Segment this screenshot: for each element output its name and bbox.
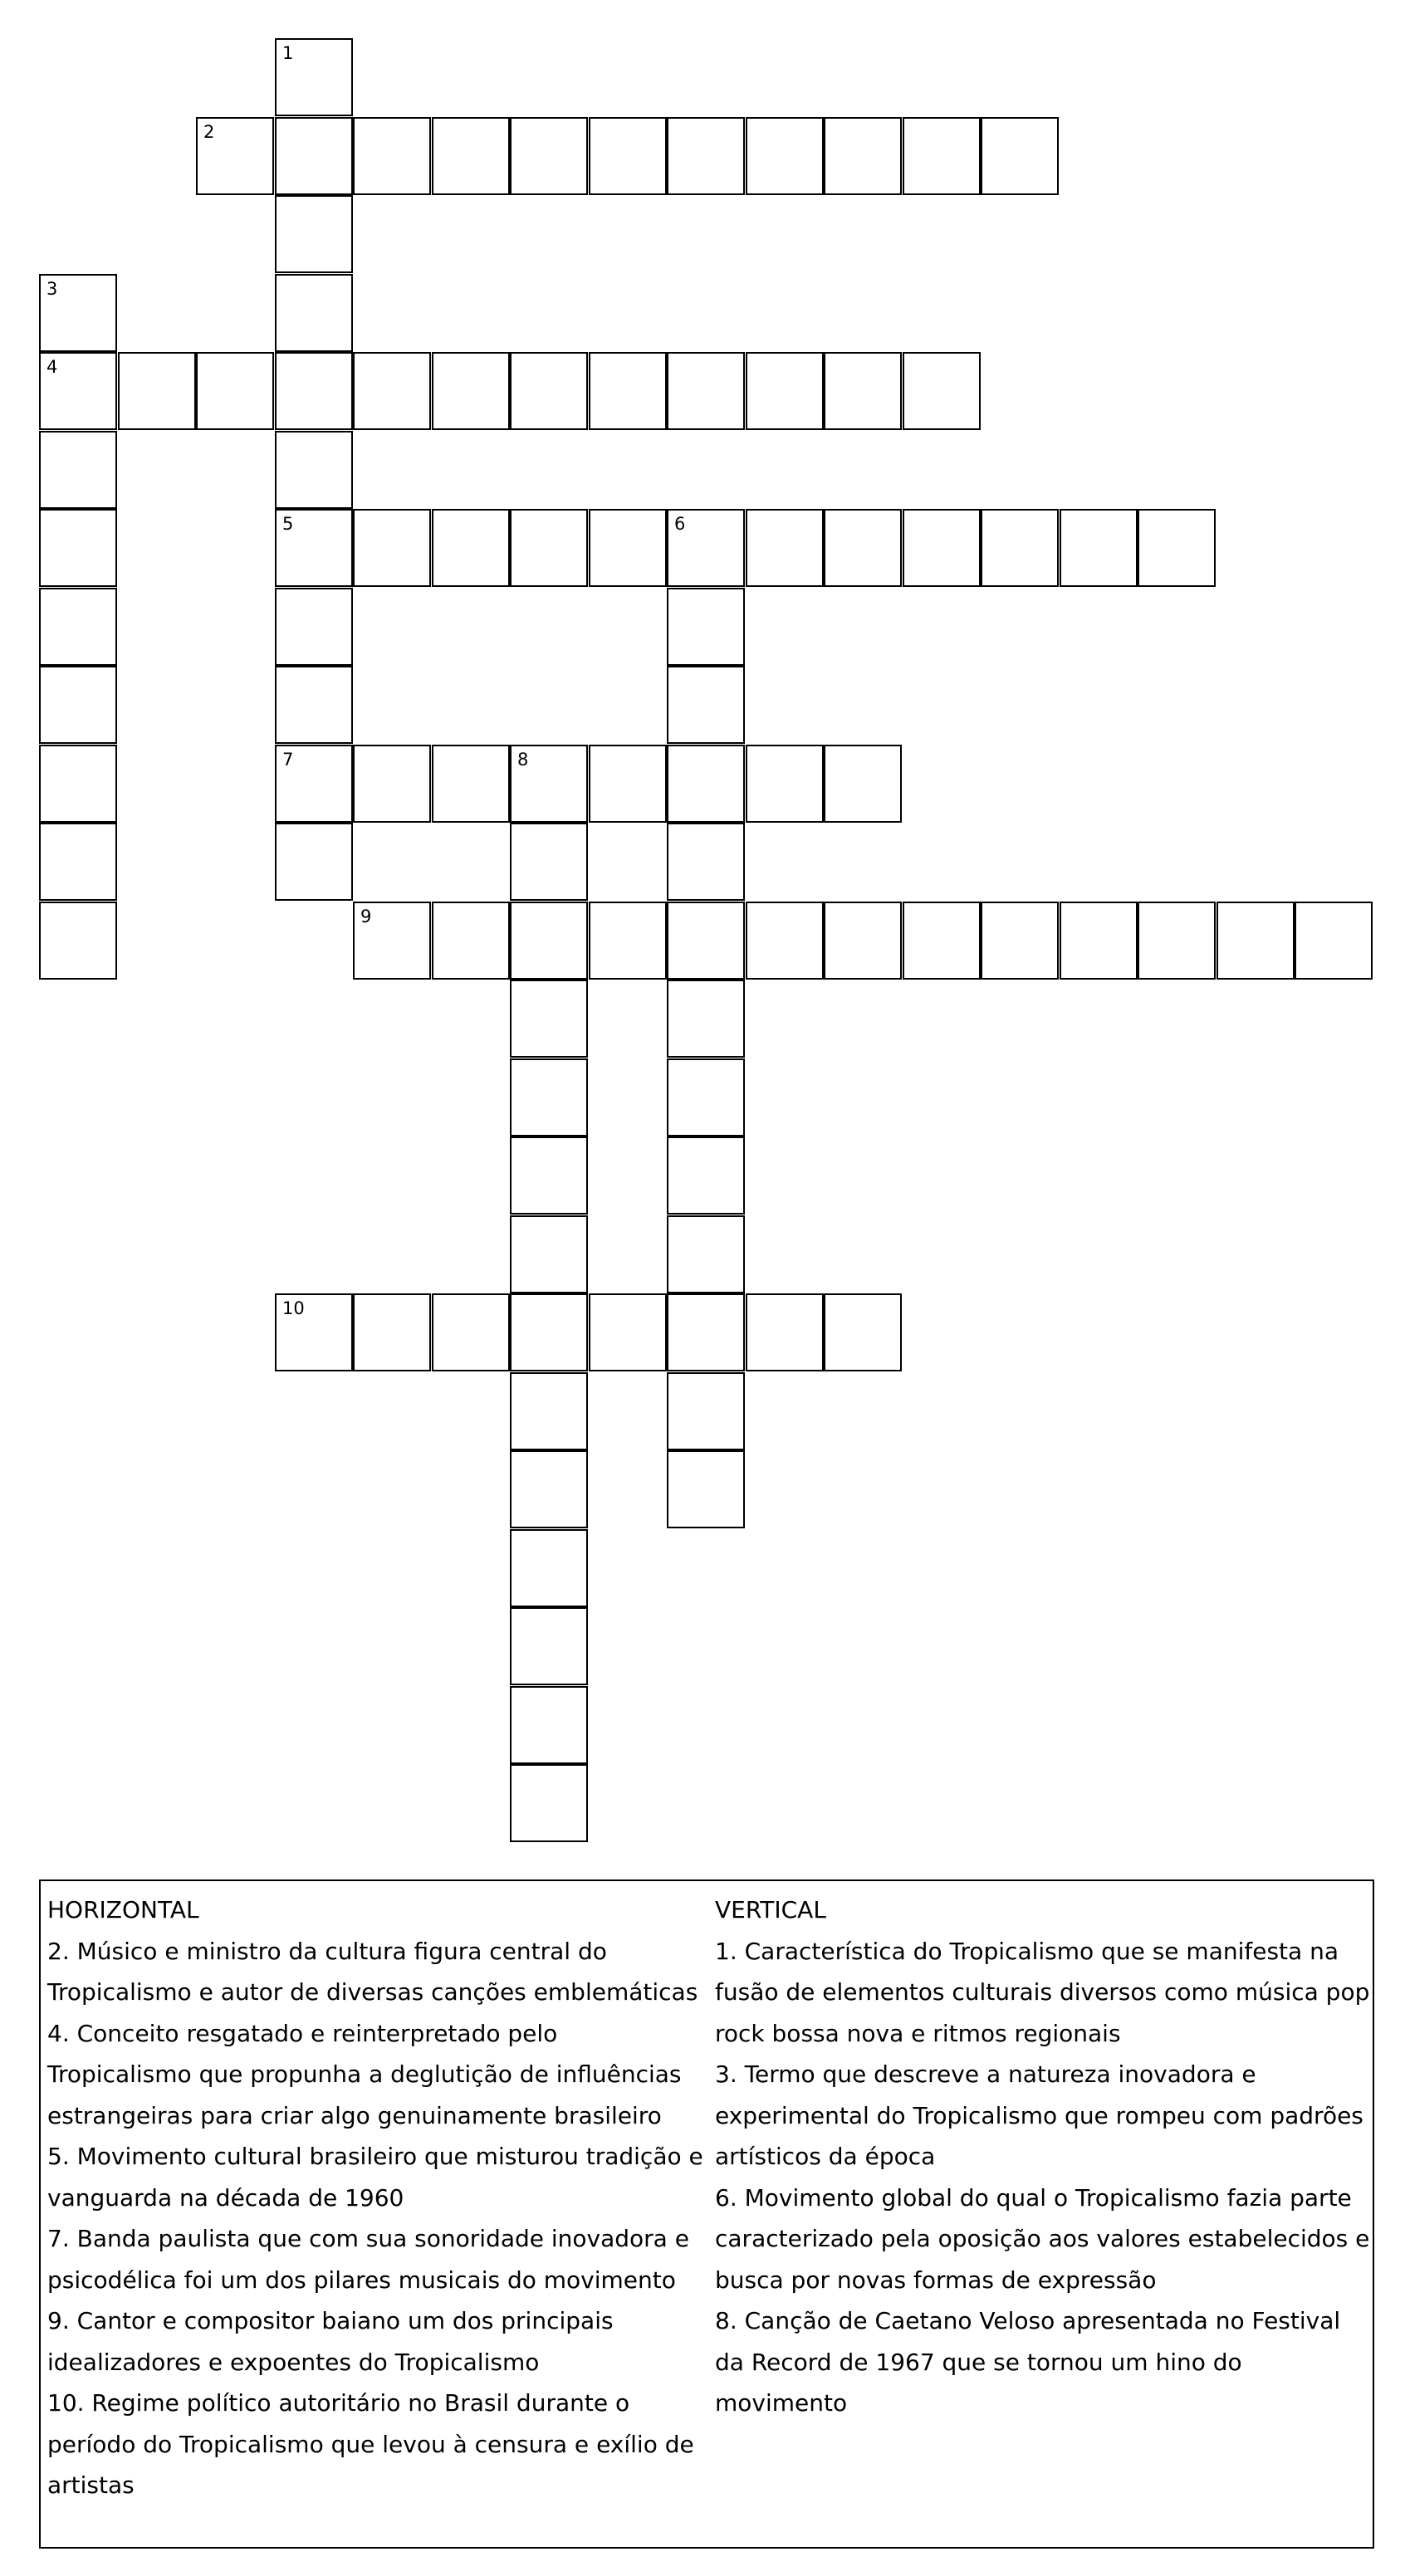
clue-across-4: 4. Conceito resgatado e reinterpretado pelo Tropicalismo que propunha a deglutição de influências estrangeiras para criar algo genuinamente brasileiro <box>47 2019 682 2129</box>
grid-cell[interactable] <box>510 1607 588 1685</box>
grid-cell[interactable] <box>589 117 667 195</box>
clue-across-7: 7. Banda paulista que com sua sonoridade inovadora e psicodélica foi um dos pilares musicais do movimento <box>47 2225 689 2294</box>
grid-cell[interactable] <box>196 117 274 195</box>
clue-across-2: 2. Músico e ministro da cultura figura central do Tropicalismo e autor de diversas canções emblemáticas <box>47 1937 698 2006</box>
grid-cell[interactable] <box>510 509 588 587</box>
grid-cell[interactable] <box>275 431 353 509</box>
grid-cell[interactable] <box>510 1293 588 1371</box>
grid-cell[interactable] <box>510 1372 588 1450</box>
grid-cell[interactable] <box>275 117 353 195</box>
grid-cell[interactable] <box>510 1764 588 1842</box>
grid-cell[interactable] <box>275 274 353 352</box>
grid-cell[interactable] <box>824 352 902 430</box>
grid-cell[interactable] <box>510 1529 588 1607</box>
grid-cell[interactable] <box>432 509 510 587</box>
grid-cell[interactable] <box>353 1293 431 1371</box>
grid-cell[interactable] <box>667 1450 745 1528</box>
grid-cell[interactable] <box>353 902 431 980</box>
grid-cell[interactable] <box>510 745 588 823</box>
grid-cell[interactable] <box>510 1058 588 1136</box>
clue-down-3: 3. Termo que descreve a natureza inovadora e experimental do Tropicalismo que rompeu com padrões artísticos da época <box>715 2060 1363 2170</box>
grid-cell[interactable] <box>275 38 353 116</box>
clue-number: 2 <box>203 122 215 142</box>
grid-cell[interactable] <box>824 745 902 823</box>
grid-cell[interactable] <box>824 902 902 980</box>
grid-cell[interactable] <box>39 274 117 352</box>
grid-cell[interactable] <box>39 352 117 430</box>
grid-cell[interactable] <box>39 431 117 509</box>
grid-cell[interactable] <box>510 1686 588 1764</box>
grid-cell[interactable] <box>746 902 824 980</box>
grid-cell[interactable] <box>667 1136 745 1215</box>
grid-cell[interactable] <box>510 1450 588 1528</box>
grid-cell[interactable] <box>39 902 117 980</box>
grid-cell[interactable] <box>432 117 510 195</box>
clue-across-10: 10. Regime político autoritário no Brasil durante o período do Tropicalismo que levou à censura e exílio de artistas <box>47 2389 694 2499</box>
grid-cell[interactable] <box>667 666 745 744</box>
grid-cell[interactable] <box>275 666 353 744</box>
grid-cell[interactable] <box>824 117 902 195</box>
grid-cell[interactable] <box>510 902 588 980</box>
clue-number: 7 <box>282 750 294 770</box>
clue-number: 3 <box>47 279 58 299</box>
clue-across-9: 9. Cantor e compositor baiano um dos principais idealizadores e expoentes do Tropicalismo <box>47 2307 614 2376</box>
grid-cell[interactable] <box>903 352 981 430</box>
grid-cell[interactable] <box>903 509 981 587</box>
clue-across-5: 5. Movimento cultural brasileiro que misturou tradição e vanguarda na década de 1960 <box>47 2143 703 2212</box>
grid-cell[interactable] <box>824 1293 902 1371</box>
grid-cell[interactable] <box>903 117 981 195</box>
grid-cell[interactable] <box>981 117 1059 195</box>
grid-cell[interactable] <box>275 745 353 823</box>
grid-cell[interactable] <box>667 823 745 901</box>
grid-cell[interactable] <box>510 1215 588 1293</box>
grid-cell[interactable] <box>510 1136 588 1215</box>
grid-cell[interactable] <box>667 588 745 666</box>
grid-cell[interactable] <box>667 1293 745 1371</box>
grid-cell[interactable] <box>589 352 667 430</box>
grid-cell[interactable] <box>353 509 431 587</box>
grid-cell[interactable] <box>589 902 667 980</box>
grid-cell[interactable] <box>275 352 353 430</box>
grid-cell[interactable] <box>353 745 431 823</box>
clue-down-1: 1. Característica do Tropicalismo que se manifesta na fusão de elementos culturais diversos como música pop rock bossa nova e ritmos regionais <box>715 1937 1370 2047</box>
clue-number: 8 <box>517 750 529 770</box>
grid-cell[interactable] <box>1217 902 1295 980</box>
grid-cell[interactable] <box>667 745 745 823</box>
grid-cell[interactable] <box>667 1215 745 1293</box>
grid-cell[interactable] <box>275 823 353 901</box>
grid-cell[interactable] <box>275 509 353 587</box>
across-heading: HORIZONTAL <box>47 1896 199 1923</box>
grid-cell[interactable] <box>432 745 510 823</box>
grid-cell[interactable] <box>275 195 353 273</box>
clue-number: 4 <box>47 357 58 377</box>
grid-cell[interactable] <box>353 117 431 195</box>
clue-number: 10 <box>282 1298 305 1318</box>
grid-cell[interactable] <box>1060 902 1138 980</box>
clues-panel <box>39 1879 1374 2549</box>
grid-cell[interactable] <box>196 352 274 430</box>
grid-cell[interactable] <box>275 1293 353 1371</box>
grid-cell[interactable] <box>39 666 117 744</box>
grid-cell[interactable] <box>746 352 824 430</box>
grid-cell[interactable] <box>667 509 745 587</box>
grid-cell[interactable] <box>1138 509 1216 587</box>
grid-cell[interactable] <box>510 352 588 430</box>
grid-cell[interactable] <box>1295 902 1373 980</box>
grid-cell[interactable] <box>746 117 824 195</box>
grid-cell[interactable] <box>903 902 981 980</box>
down-heading: VERTICAL <box>715 1896 826 1923</box>
grid-cell[interactable] <box>667 1372 745 1450</box>
grid-cell[interactable] <box>118 352 196 430</box>
grid-cell[interactable] <box>1138 902 1216 980</box>
grid-cell[interactable] <box>667 117 745 195</box>
grid-cell[interactable] <box>667 352 745 430</box>
grid-cell[interactable] <box>432 1293 510 1371</box>
grid-cell[interactable] <box>589 509 667 587</box>
grid-cell[interactable] <box>589 1293 667 1371</box>
down-clues <box>715 1889 1371 2424</box>
clue-down-6: 6. Movimento global do qual o Tropicalismo fazia parte caracterizado pela oposição aos valores estabelecidos e busca por novas formas de expressão <box>715 2183 1370 2294</box>
grid-cell[interactable] <box>667 902 745 980</box>
grid-cell[interactable] <box>510 980 588 1058</box>
grid-cell[interactable] <box>746 745 824 823</box>
clue-number: 1 <box>282 43 294 63</box>
grid-cell[interactable] <box>432 352 510 430</box>
clue-number: 6 <box>674 514 686 534</box>
grid-cell[interactable] <box>667 980 745 1058</box>
grid-cell[interactable] <box>746 1293 824 1371</box>
grid-cell[interactable] <box>589 745 667 823</box>
grid-cell[interactable] <box>275 588 353 666</box>
grid-cell[interactable] <box>39 509 117 587</box>
grid-cell[interactable] <box>39 823 117 901</box>
grid-cell[interactable] <box>510 117 588 195</box>
grid-cell[interactable] <box>353 352 431 430</box>
grid-cell[interactable] <box>432 902 510 980</box>
grid-cell[interactable] <box>746 509 824 587</box>
grid-cell[interactable] <box>510 823 588 901</box>
clue-number: 5 <box>282 514 294 534</box>
grid-cell[interactable] <box>667 1058 745 1136</box>
grid-cell[interactable] <box>824 509 902 587</box>
grid-cell[interactable] <box>981 509 1059 587</box>
grid-cell[interactable] <box>39 588 117 666</box>
grid-cell[interactable] <box>981 902 1059 980</box>
grid-cell[interactable] <box>1060 509 1138 587</box>
grid-cell[interactable] <box>39 745 117 823</box>
clue-number: 9 <box>360 907 372 926</box>
across-clues <box>47 1889 703 2506</box>
clue-down-8: 8. Canção de Caetano Veloso apresentada no Festival da Record de 1967 que se tornou um hino do movimento <box>715 2307 1341 2417</box>
